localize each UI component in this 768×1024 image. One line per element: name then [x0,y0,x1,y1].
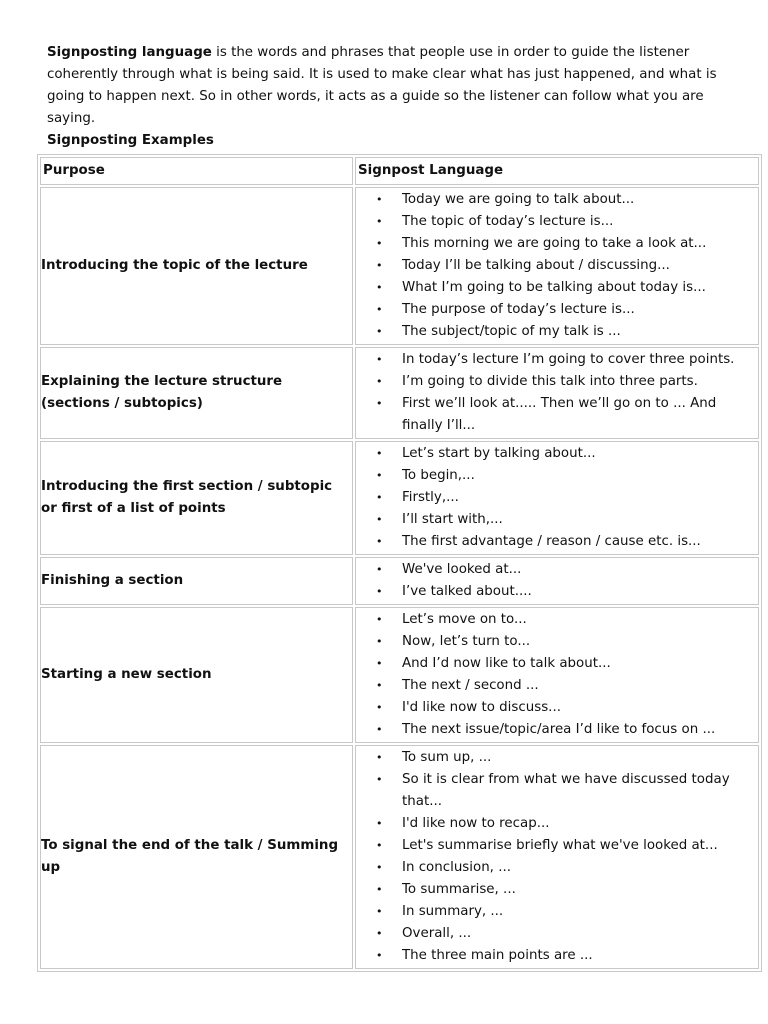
list-item: • To begin,... [356,465,758,487]
list-item: • The next issue/topic/area I’d like to focus on ... [356,719,758,741]
table-row [40,187,759,345]
signpost-list [356,608,758,742]
list-item: • The next / second ... [356,675,758,697]
signpost-cell [355,745,759,969]
signpost-cell [355,441,759,555]
intro-text: is the words and phrases that people use in order to guide the listener coherently through what is being said. It is used to make clear what has just happened, and what is going to happen next. So in other words, it acts as a guide so the listener can follow what you are saying. [47,45,717,126]
signposting-table [37,154,762,972]
list-item: • What I’m going to be talking about today is... [356,277,758,299]
purpose-cell: Finishing a section [40,557,353,605]
list-item: • In summary, ... [356,901,758,923]
purpose-cell: To signal the end of the talk / Summing up [40,745,353,969]
list-item: • Today I’ll be talking about / discussing... [356,255,758,277]
list-item: • Now, let’s turn to... [356,631,758,653]
signpost-cell [355,187,759,345]
purpose-cell: Introducing the first section / subtopic or first of a list of points [40,441,353,555]
list-item: • So it is clear from what we have discussed today that... [356,769,758,813]
purpose-cell: Introducing the topic of the lecture [40,187,353,345]
table-row [40,607,759,743]
list-item: • I’ve talked about.... [356,581,758,603]
list-item: • The first advantage / reason / cause etc. is... [356,531,758,553]
list-item: • The topic of today’s lecture is... [356,211,758,233]
list-item: • Let’s start by talking about... [356,443,758,465]
signpost-list [356,746,758,968]
table-row [40,441,759,555]
intro-bold-term: Signposting language [47,45,212,60]
list-item: • Firstly,... [356,487,758,509]
list-item: • First we’ll look at..... Then we’ll go on to ... And finally I’ll... [356,393,758,437]
list-item: • The purpose of today’s lecture is... [356,299,758,321]
list-item: • I’ll start with,... [356,509,758,531]
header-purpose: Purpose [40,157,353,185]
list-item: • Let's summarise briefly what we've looked at... [356,835,758,857]
list-item: • In today’s lecture I’m going to cover three points. [356,349,758,371]
table-header-row [40,157,759,185]
list-item: • The subject/topic of my talk is ... [356,321,758,343]
purpose-cell: Starting a new section [40,607,353,743]
signpost-cell [355,557,759,605]
table-row [40,745,759,969]
list-item: • And I’d now like to talk about... [356,653,758,675]
list-item: • In conclusion, ... [356,857,758,879]
list-item: • Let’s move on to... [356,609,758,631]
section-title: Signposting Examples [47,133,214,148]
intro-paragraph [47,42,737,130]
signpost-list [356,348,758,438]
list-item: • To sum up, ... [356,747,758,769]
signpost-list [356,188,758,344]
signpost-list [356,558,758,604]
list-item: • This morning we are going to take a look at... [356,233,758,255]
list-item: • I'd like now to recap... [356,813,758,835]
signpost-cell [355,347,759,439]
table-row [40,347,759,439]
list-item: • To summarise, ... [356,879,758,901]
signpost-cell [355,607,759,743]
list-item: • We've looked at... [356,559,758,581]
header-signpost-language: Signpost Language [355,157,759,185]
list-item: • I’m going to divide this talk into three parts. [356,371,758,393]
table-row [40,557,759,605]
signpost-list [356,442,758,554]
purpose-cell: Explaining the lecture structure (sections / subtopics) [40,347,353,439]
list-item: • The three main points are ... [356,945,758,967]
list-item: • I'd like now to discuss... [356,697,758,719]
list-item: • Today we are going to talk about... [356,189,758,211]
list-item: • Overall, ... [356,923,758,945]
